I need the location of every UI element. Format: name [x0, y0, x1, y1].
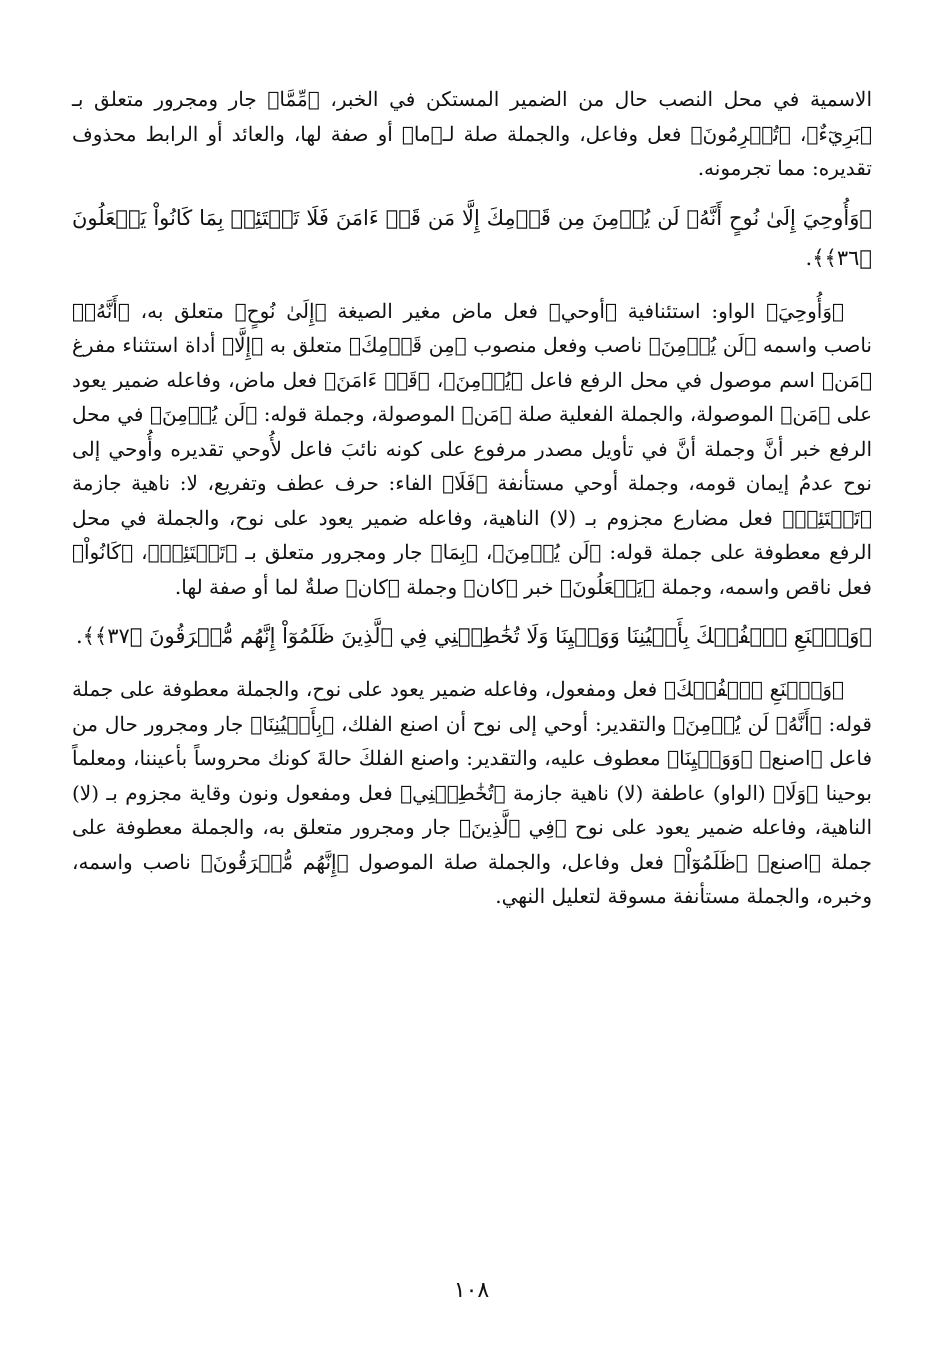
spacer [72, 278, 872, 294]
spacer [72, 656, 872, 672]
paragraph-commentary-37: ﴿وَٱصۡنَعِ ٱلۡفُلۡكَ﴾ فعل ومفعول، وفاعله ضمير يعود على نوح، والجملة معطوفة على جملة قوله: ﴿أَنَّهُۥ لَن يُؤۡمِنَ﴾ والتقدير: أوحي إلى نوح أن اصنع الفلك، ﴿بِأَعۡيُنِنَا﴾ جار ومجرور حال من فاعل ﴿اصنع﴾ ﴿وَوَحۡيِنَا﴾ معطوف عليه، والتقدير: واصنع الفلكَ حالةَ كونك محروساً بأعيننا، ومعلماً بوحينا ﴿وَلَا﴾ (الواو) عاطفة (لا) ناهية جازمة ﴿تُخَٰطِبۡنِي﴾ فعل ومفعول ونون وقاية مجزوم بـ (لا) الناهية، وفاعله ضمير يعود على نوح ﴿فِي ٱلَّذِينَ﴾ جار ومجرور متعلق به، والجملة معطوفة على جملة ﴿اصنع﴾ ﴿ظَلَمُوٓاْ﴾ فعل وفاعل، والجملة صلة الموصول ﴿إِنَّهُم مُّغۡرَقُونَ﴾ ناصب واسمه، وخبره، والجملة مستأنفة مسوقة لتعليل النهي. [72, 677, 872, 908]
spacer [72, 186, 872, 198]
paragraph-commentary-36: ﴿وَأُوحِيَ﴾ الواو: استئنافية ﴿أوحي﴾ فعل ماض مغير الصيغة ﴿إِلَىٰ نُوحٍ﴾ متعلق به، ﴿أَنَّهُۥ﴾ ناصب واسمه ﴿لَن يُؤۡمِنَ﴾ ناصب وفعل منصوب ﴿مِن قَوۡمِكَ﴾ متعلق به ﴿إِلَّا﴾ أداة استثناء مفرغ ﴿مَن﴾ اسم موصول في محل الرفع فاعل ﴿يُؤۡمِنَ﴾، ﴿قَدۡ ءَامَنَ﴾ فعل ماض، وفاعله ضمير يعود على ﴿مَن﴾ الموصولة، والجملة الفعلية صلة ﴿مَن﴾ الموصولة، وجملة قوله: ﴿لَن يُؤۡمِنَ﴾ في محل الرفع خبر أنَّ وجملة أنَّ في تأويل مصدر مرفوع على كونه نائبَ فاعل لأُوحي تقديره وأُوحي إلى نوح عدمُ إيمان قومه، وجملة أوحي مستأنفة ﴿فَلَا﴾ الفاء: حرف عطف وتفريع، لا: ناهية جازمة ﴿تَبۡتَئِسۡ﴾ فعل مضارع مجزوم بـ (لا) الناهية، وفاعله ضمير يعود على نوح، والجملة في محل الرفع معطوفة على جملة قوله: ﴿لَن يُؤۡمِنَ﴾، ﴿بِمَا﴾ جار ومجرور متعلق بـ ﴿تَبۡتَئِسۡ﴾، ﴿كَانُواْ﴾ فعل ناقص واسمه، وجملة ﴿يَفۡعَلُونَ﴾ خبر ﴿كان﴾ وجملة ﴿كان﴾ صلةٌ لما أو صفة لها. [72, 298, 872, 599]
paragraph-commentary-35: الاسمية في محل النصب حال من الضمير المستكن في الخبر، ﴿مِّمَّا﴾ جار ومجرور متعلق بـ ﴿بَرِيٓءٌ﴾، ﴿تُجۡرِمُونَ﴾ فعل وفاعل، والجملة صلة لـ﴿ما﴾ أو صفة لها، والعائد أو الرابط محذوف تقديره: مما تجرمونه. [72, 87, 872, 180]
page-body [72, 82, 872, 914]
verse-36: ﴿وَأُوحِيَ إِلَىٰ نُوحٍ أَنَّهُۥ لَن يُؤۡمِنَ مِن قَوۡمِكَ إِلَّا مَن قَدۡ ءَامَنَ فَلَا تَبۡتَئِسۡ بِمَا كَانُواْ يَفۡعَلُونَ ﴿٣٦﴾﴾. [72, 205, 872, 270]
verse-37: ﴿وَٱصۡنَعِ ٱلۡفُلۡكَ بِأَعۡيُنِنَا وَوَحۡيِنَا وَلَا تُخَٰطِبۡنِي فِي ٱلَّذِينَ ظَلَمُوٓاْ إِنَّهُم مُّغۡرَقُونَ ﴿٣٧﴾﴾. [75, 624, 872, 648]
spacer [72, 604, 872, 616]
page-number: ١٠٨ [453, 1278, 490, 1303]
